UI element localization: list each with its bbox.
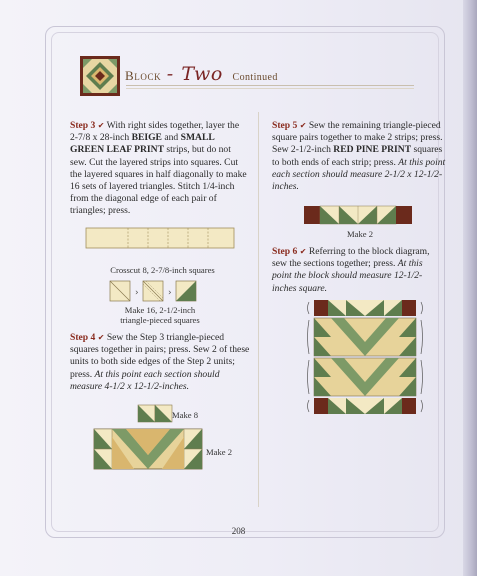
title-continued: Continued (232, 72, 278, 83)
step3-caption-make16-line1: Make 16, 2-1/2-inch (124, 305, 196, 315)
step6-block-diagram (306, 300, 436, 420)
step5-bold-redpine: RED PINE PRINT (333, 144, 412, 156)
step3-text-c: strips, but do not sew. Cut the layered strips into squares. Cut the layered squares in half diagonally to make 16 sets of layered triangles. Stitch 1/4-inch from the diagonal edge of each pair of triangles; press. (70, 144, 247, 217)
header-rule-thin (126, 88, 414, 89)
step6-text-a: Referring to the block diagram, sew the sections together; press. (272, 246, 430, 270)
step6-text (272, 246, 444, 295)
step5-italic: At this point each section should measure 2-1/2 x 12-1/2-inches. (272, 156, 446, 193)
step3-bold-leaf: SMALL GREEN LEAF PRINT (70, 132, 215, 156)
step3-bold-beige: BEIGE (131, 132, 162, 144)
step5-label: Step 5 (272, 120, 298, 131)
step6-label: Step 6 (272, 246, 298, 257)
step3-label: Step 3 (70, 120, 96, 131)
step3-caption-crosscut: Crosscut 8, 2-7/8-inch squares (110, 265, 215, 275)
step6-italic: At this point the block should measure 12-1/2-inches square. (272, 258, 423, 294)
checkmark-icon: ✔ (299, 121, 307, 130)
page-number: 208 (231, 526, 246, 536)
header-rule (126, 85, 414, 86)
svg-text:›: › (135, 288, 139, 298)
step3-caption-make16-line2: triangle-pieced squares (120, 315, 200, 325)
step4-make2: Make 2 (206, 447, 233, 457)
step4-text-a: Sew the Step 3 triangle-pieced squares together in pairs; press. Sew 2 of these units to both side edges of the Step 2 units; press. (70, 332, 250, 380)
page-title (125, 63, 278, 85)
title-word-block: Block (125, 68, 162, 83)
step5-text-b: squares to both ends of each strip; press. (272, 144, 443, 168)
step3-text (70, 120, 248, 218)
step5-text (272, 120, 446, 193)
step5-text-a: Sew the remaining triangle-pieced square pairs together to make 2 strips; press. Sew 2-1/2-inch (272, 120, 443, 156)
block-two-logo-icon (80, 56, 120, 96)
title-script-two: Two (181, 63, 223, 85)
step4-section-diagram (94, 429, 204, 473)
step5-make2: Make 2 (346, 229, 373, 239)
checkmark-icon: ✔ (299, 247, 307, 256)
step5-strip-diagram (304, 206, 414, 228)
step4-make8: Make 8 (172, 410, 199, 420)
step4-label: Step 4 (70, 332, 96, 343)
step3-text-a: With right sides together, layer the 2-7/8 x 28-inch (70, 120, 240, 144)
column-divider (258, 112, 259, 507)
book-binding-edge (463, 0, 477, 576)
title-dash: - (166, 63, 174, 85)
triangle-square-sequence (110, 281, 210, 303)
checkmark-icon: ✔ (97, 121, 105, 130)
svg-text:›: › (168, 288, 172, 298)
checkmark-icon: ✔ (97, 333, 105, 342)
step3-caption-make16 (100, 305, 220, 325)
step4-italic: At this point each section should measure 4-1/2 x 12-1/2-inches. (70, 368, 220, 392)
layered-strip-diagram (86, 228, 236, 250)
step4-text (70, 332, 250, 393)
step3-text-b: and (161, 132, 181, 144)
